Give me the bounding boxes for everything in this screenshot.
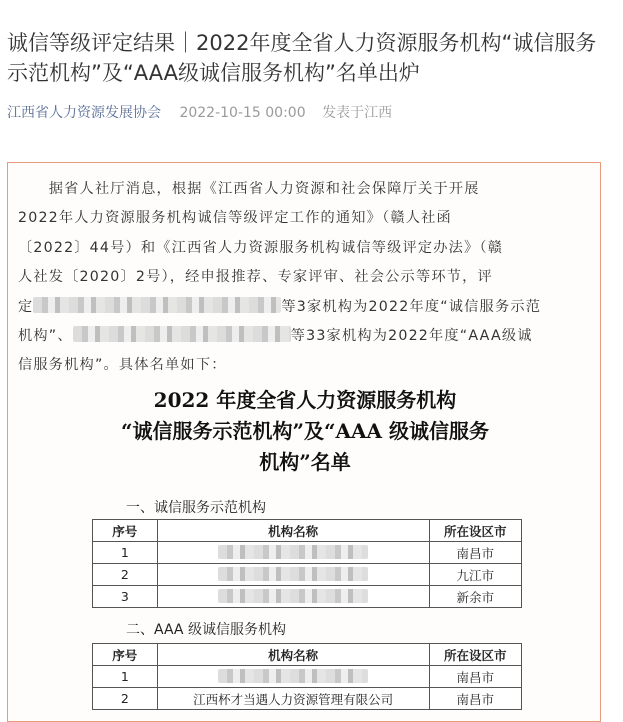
header-no: 序号 — [93, 520, 158, 542]
para-line-redacted — [18, 293, 590, 322]
cell-name-redacted — [157, 666, 429, 688]
table-header-row — [93, 644, 522, 666]
para-line: 〔2022〕44号）和《江西省人力资源服务机构诚信等级评定办法》（赣 — [18, 239, 504, 256]
cell-no: 1 — [93, 542, 158, 564]
redacted-block — [218, 567, 368, 581]
table-header-row — [93, 520, 522, 542]
table-row — [93, 666, 522, 688]
cell-name: 江西杯才当遇人力资源管理有限公司 — [157, 688, 429, 710]
document-title-line: “诚信服务示范机构”及“AAA 级诚信服务 — [120, 419, 490, 443]
article-title: 诚信等级评定结果｜2022年度全省人力资源服务机构“诚信服务示范机构”及“AAA级诚信服务机构”名单出炉 — [7, 31, 597, 85]
para-line: 2022年人力资源服务机构诚信等级评定工作的通知》（赣人社函 — [18, 210, 452, 227]
table-row — [93, 586, 522, 608]
table-row — [93, 542, 522, 564]
redacted-block — [218, 669, 368, 683]
demo-institutions-table — [92, 519, 522, 608]
cell-city: 南昌市 — [429, 542, 521, 564]
para-line: 据省人社厅消息，根据《江西省人力资源和社会保障厅关于开展 — [18, 181, 480, 197]
document-title — [8, 385, 602, 478]
cell-city: 九江市 — [429, 564, 521, 586]
intro-paragraph — [18, 175, 590, 381]
cell-name-redacted — [157, 586, 429, 608]
document-title-line: 2022 年度全省人力资源服务机构 — [153, 388, 457, 412]
article-content-card — [7, 162, 601, 722]
cell-city: 南昌市 — [429, 688, 521, 710]
section-heading: 二、AAA 级诚信服务机构 — [126, 622, 286, 638]
redacted-block — [218, 545, 368, 559]
para-line: 人社发〔2020〕2号），经申报推荐、专家评审、社会公示等环节，评 — [18, 269, 493, 286]
cell-name-redacted — [157, 564, 429, 586]
para-fragment: 等3家机构为2022年度“诚信服务示范 — [281, 298, 542, 315]
para-line-redacted — [18, 322, 590, 351]
cell-name-redacted — [157, 542, 429, 564]
header-no: 序号 — [93, 644, 158, 666]
para-fragment: 定 — [18, 298, 34, 315]
redacted-block — [33, 297, 281, 313]
cell-city: 新余市 — [429, 586, 521, 608]
section-heading: 一、诚信服务示范机构 — [126, 500, 266, 516]
para-line: 信服务机构”。具体名单如下： — [18, 357, 227, 374]
table-row — [93, 688, 522, 710]
para-fragment: 机构”、 — [18, 328, 73, 345]
cell-no: 3 — [93, 586, 158, 608]
cell-no: 2 — [93, 564, 158, 586]
table-row — [93, 564, 522, 586]
document-title-line: 机构”名单 — [259, 450, 351, 474]
redacted-block — [218, 589, 368, 603]
para-fragment: 等33家机构为2022年度“AAA级诚 — [290, 328, 533, 345]
redacted-block — [73, 326, 291, 342]
cell-no: 1 — [93, 666, 158, 688]
article-meta — [7, 102, 392, 122]
cell-no: 2 — [93, 688, 158, 710]
aaa-institutions-table — [92, 643, 522, 710]
header-name: 机构名称 — [157, 644, 429, 666]
publish-date: 2022-10-15 00:00 — [179, 105, 306, 121]
header-city: 所在设区市 — [429, 520, 521, 542]
header-name: 机构名称 — [157, 520, 429, 542]
publish-location: 发表于江西 — [322, 105, 393, 121]
header-city: 所在设区市 — [429, 644, 521, 666]
author-link[interactable]: 江西省人力资源发展协会 — [7, 105, 161, 121]
cell-city: 南昌市 — [429, 666, 521, 688]
